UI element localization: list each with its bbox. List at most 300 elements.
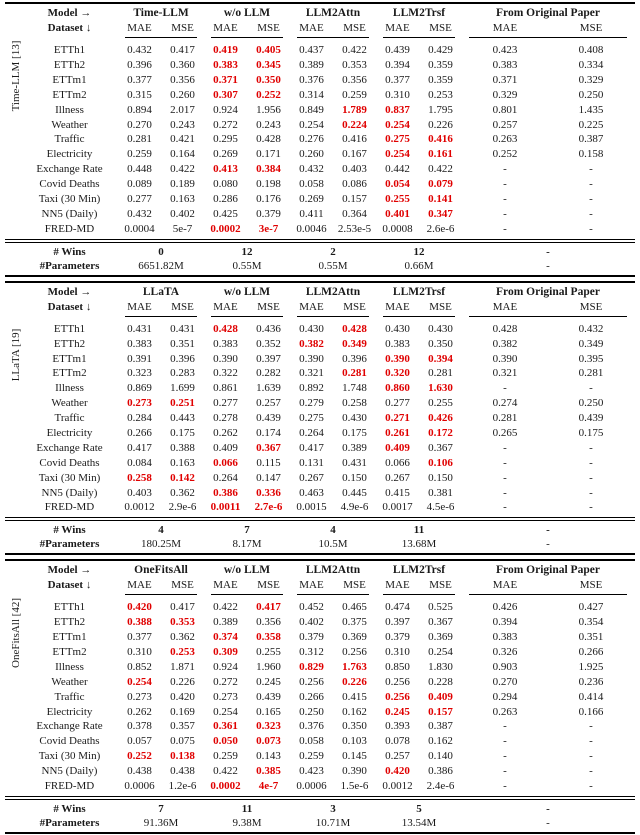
value-cell: 0.226 — [170, 675, 195, 688]
value-cell: 0.312 — [299, 645, 324, 658]
value-cell: 0.369 — [342, 631, 367, 644]
best-value-cell: 0.419 — [213, 44, 238, 57]
cmidrule — [118, 315, 204, 320]
value-cell: - — [589, 207, 593, 220]
group-header-4: From Original Paper — [496, 285, 600, 298]
group-header-2: LLM2Attn — [305, 564, 361, 577]
dataset-label: Covid Deaths — [39, 178, 100, 191]
value-cell: 1.956 — [256, 103, 281, 116]
value-cell: 1.960 — [256, 660, 281, 673]
wins-value: 11 — [413, 524, 425, 537]
wins-value: 4 — [330, 524, 336, 537]
params-value: - — [546, 259, 550, 272]
dataset-arrow-label: Dataset ↓ — [47, 579, 92, 592]
wins-value: 7 — [158, 802, 164, 815]
best-value-cell: 0.428 — [213, 322, 238, 335]
value-cell: 0.276 — [299, 133, 324, 146]
params-value: - — [546, 816, 550, 829]
metric-header-mae: MAE — [213, 300, 238, 313]
value-cell: 0.376 — [299, 73, 324, 86]
group-header-1: w/o LLM — [223, 564, 271, 577]
value-cell: 0.322 — [213, 367, 238, 380]
group-header-0: Time-LLM — [133, 7, 189, 19]
dataset-label: Illness — [55, 660, 84, 673]
value-cell: 0.277 — [385, 397, 410, 410]
dataset-label: Weather — [51, 397, 88, 410]
value-cell: 0.058 — [299, 735, 324, 748]
best-value-cell: 0.837 — [385, 103, 410, 116]
value-cell: 1.830 — [428, 660, 453, 673]
value-cell: 0.389 — [213, 616, 238, 629]
value-cell: 0.430 — [385, 322, 410, 335]
value-cell: 0.892 — [299, 382, 324, 395]
value-cell: 0.314 — [299, 88, 324, 101]
value-cell: 0.165 — [256, 705, 281, 718]
cmidrule — [204, 36, 290, 41]
metric-header-mse: MSE — [171, 579, 194, 592]
best-value-cell: 0.385 — [256, 765, 281, 778]
value-cell: 1.871 — [170, 660, 195, 673]
cmidrule-spacer — [5, 315, 118, 320]
cmidrule — [204, 315, 290, 320]
footer-grid — [5, 799, 635, 831]
cmidrule — [290, 36, 376, 41]
dataset-label: ETTm2 — [52, 88, 87, 101]
wins-value: 3 — [330, 802, 336, 815]
wins-value: 4 — [158, 524, 164, 537]
value-cell: 0.189 — [170, 178, 195, 191]
value-cell: 0.086 — [342, 178, 367, 191]
value-cell: 0.150 — [342, 471, 367, 484]
best-value-cell: 0.253 — [170, 645, 195, 658]
value-cell: 0.281 — [578, 367, 604, 380]
value-cell: 0.147 — [256, 471, 281, 484]
best-value-cell: 0.161 — [428, 148, 453, 161]
wins-value: 7 — [244, 524, 250, 537]
value-cell: 0.525 — [428, 601, 453, 614]
wins-label: # Wins — [53, 524, 86, 537]
value-cell: 0.379 — [256, 207, 281, 220]
value-cell: 0.924 — [213, 660, 238, 673]
value-cell: 0.439 — [385, 44, 410, 57]
best-value-cell: 0.255 — [385, 193, 410, 206]
value-cell: 0.175 — [170, 426, 195, 439]
value-cell: 4.5e-6 — [426, 501, 455, 514]
value-cell: 4.9e-6 — [340, 501, 369, 514]
params-label: #Parameters — [39, 259, 100, 272]
value-cell: 0.442 — [385, 163, 410, 176]
value-cell: 0.415 — [342, 690, 367, 703]
value-cell: 0.422 — [342, 44, 367, 57]
value-cell: 0.429 — [428, 44, 453, 57]
value-cell: 0.432 — [127, 207, 152, 220]
best-value-cell: 0.0002 — [210, 222, 241, 235]
value-cell: 0.474 — [385, 601, 410, 614]
value-cell: 0.0004 — [124, 222, 155, 235]
value-cell: 0.360 — [170, 59, 195, 72]
value-cell: 0.164 — [170, 148, 195, 161]
wins-value: - — [546, 802, 550, 815]
dataset-label: FRED-MD — [44, 222, 95, 235]
best-value-cell: 0.261 — [385, 426, 410, 439]
value-cell: 0.266 — [578, 645, 604, 658]
value-cell: 0.390 — [299, 352, 324, 365]
best-value-cell: 0.079 — [428, 178, 453, 191]
value-cell: 0.420 — [170, 690, 195, 703]
value-cell: 0.295 — [213, 133, 238, 146]
value-cell: 0.388 — [170, 441, 195, 454]
value-cell: 0.415 — [385, 486, 410, 499]
value-cell: 0.416 — [342, 133, 367, 146]
value-cell: 0.417 — [299, 441, 324, 454]
value-cell: 0.228 — [428, 675, 453, 688]
best-value-cell: 0.271 — [385, 412, 410, 425]
value-cell: 1.435 — [578, 103, 604, 116]
value-cell: 0.423 — [299, 765, 324, 778]
best-value-cell: 0.106 — [428, 456, 453, 469]
value-cell: 0.356 — [342, 73, 367, 86]
value-cell: 0.257 — [385, 750, 410, 763]
value-cell: 0.422 — [213, 765, 238, 778]
value-cell: 0.169 — [170, 705, 195, 718]
value-cell: 0.422 — [428, 163, 453, 176]
metric-header-mae: MAE — [299, 22, 324, 34]
dataset-label: Electricity — [46, 148, 93, 161]
value-cell: 0.414 — [578, 690, 604, 703]
value-cell: 0.115 — [256, 456, 281, 469]
best-value-cell: 0.224 — [342, 118, 367, 131]
best-value-cell: 0.417 — [256, 601, 281, 614]
value-cell: 0.321 — [299, 367, 324, 380]
params-value: 6651.82M — [138, 259, 184, 272]
best-value-cell: 0.409 — [385, 441, 410, 454]
value-cell: 0.198 — [256, 178, 281, 191]
value-cell: 0.263 — [492, 705, 518, 718]
metric-header-mae: MAE — [385, 579, 410, 592]
value-cell: 0.176 — [256, 193, 281, 206]
metric-header-mae: MAE — [385, 300, 410, 313]
value-cell: 0.257 — [256, 397, 281, 410]
params-value: 10.71M — [315, 816, 351, 829]
value-cell: 0.266 — [127, 426, 152, 439]
dataset-label: ETTh2 — [53, 59, 86, 72]
value-cell: 0.254 — [213, 705, 238, 718]
value-cell: 0.377 — [385, 73, 410, 86]
dataset-label: Traffic — [54, 412, 85, 425]
value-cell: 0.364 — [342, 207, 367, 220]
value-cell: 0.162 — [428, 735, 453, 748]
dataset-label: ETTh1 — [53, 44, 86, 57]
best-value-cell: 0.323 — [256, 720, 281, 733]
value-cell: 0.387 — [578, 133, 604, 146]
value-cell: 0.310 — [385, 88, 410, 101]
cmidrule — [376, 36, 462, 41]
cmidrule — [462, 593, 634, 598]
value-cell: 0.389 — [299, 59, 324, 72]
params-value: - — [546, 538, 550, 551]
value-cell: 0.465 — [342, 601, 367, 614]
value-cell: 0.439 — [256, 412, 281, 425]
value-cell: - — [503, 486, 507, 499]
dataset-label: ETTh1 — [53, 322, 86, 335]
best-value-cell: 0.384 — [256, 163, 281, 176]
params-value: 13.68M — [401, 538, 437, 551]
value-cell: 0.427 — [578, 601, 604, 614]
value-cell: 0.359 — [428, 73, 453, 86]
section-time-llm — [5, 2, 635, 277]
value-cell: 0.103 — [342, 735, 367, 748]
value-cell: - — [503, 382, 507, 395]
best-value-cell: 0.157 — [428, 705, 453, 718]
metric-header-mae: MAE — [492, 579, 518, 592]
value-cell: 0.269 — [299, 193, 324, 206]
body-grid — [5, 600, 635, 797]
value-cell: 0.425 — [213, 207, 238, 220]
metric-header-mse: MSE — [343, 22, 366, 34]
value-cell: 0.0017 — [382, 501, 413, 514]
value-cell: 0.381 — [428, 486, 453, 499]
value-cell: 0.403 — [342, 163, 367, 176]
value-cell: 0.057 — [127, 735, 152, 748]
value-cell: - — [589, 456, 593, 469]
value-cell: 0.281 — [492, 412, 518, 425]
best-value-cell: 3e-7 — [258, 222, 279, 235]
best-value-cell: 0.345 — [256, 59, 281, 72]
value-cell: 1.5e-6 — [340, 779, 369, 792]
best-value-cell: 0.829 — [299, 660, 324, 673]
value-cell: 0.894 — [127, 103, 152, 116]
best-value-cell: 0.307 — [213, 88, 238, 101]
value-cell: 2.9e-6 — [168, 501, 197, 514]
best-value-cell: 0.054 — [385, 178, 410, 191]
value-cell: 0.250 — [578, 397, 604, 410]
metric-header-mae: MAE — [299, 579, 324, 592]
value-cell: 0.257 — [492, 118, 518, 131]
body-grid — [5, 322, 635, 519]
value-cell: 0.315 — [127, 88, 152, 101]
group-header-4: From Original Paper — [496, 564, 600, 577]
value-cell: - — [503, 501, 507, 514]
value-cell: 0.402 — [170, 207, 195, 220]
footer-grid — [5, 242, 635, 274]
value-cell: 5e-7 — [172, 222, 193, 235]
params-value: 91.36M — [143, 816, 179, 829]
best-value-cell: 0.258 — [127, 471, 152, 484]
value-cell: 0.329 — [492, 88, 518, 101]
value-cell: 0.273 — [127, 690, 152, 703]
metric-header-mse: MSE — [429, 579, 452, 592]
value-cell: 0.849 — [299, 103, 324, 116]
value-cell: 0.362 — [170, 631, 195, 644]
value-cell: 0.334 — [578, 59, 604, 72]
value-cell: 0.167 — [342, 148, 367, 161]
value-cell: 2.53e-5 — [337, 222, 372, 235]
value-cell: - — [503, 720, 507, 733]
metric-header-mse: MSE — [579, 579, 603, 592]
value-cell: 0.431 — [127, 322, 152, 335]
dataset-label: Exchange Rate — [36, 720, 103, 733]
value-cell: 0.390 — [342, 765, 367, 778]
value-cell: 0.326 — [492, 645, 518, 658]
best-value-cell: 0.388 — [127, 616, 152, 629]
value-cell: 0.850 — [385, 660, 410, 673]
value-cell: 0.166 — [578, 705, 604, 718]
wins-value: - — [546, 245, 550, 258]
value-cell: 0.377 — [127, 631, 152, 644]
value-cell: 0.356 — [170, 73, 195, 86]
value-cell: 0.058 — [299, 178, 324, 191]
value-cell: 0.430 — [428, 322, 453, 335]
value-cell: 0.259 — [342, 88, 367, 101]
dataset-label: Electricity — [46, 426, 93, 439]
value-cell: - — [589, 486, 593, 499]
value-cell: 0.281 — [428, 367, 453, 380]
value-cell: 0.321 — [492, 367, 518, 380]
metric-header-mse: MSE — [429, 300, 452, 313]
footer-grid — [5, 520, 635, 552]
value-cell: 0.273 — [213, 690, 238, 703]
side-label-llata: LLaTA [19] — [10, 328, 22, 381]
header-grid — [5, 563, 635, 598]
group-header-1: w/o LLM — [223, 7, 271, 19]
value-cell: 0.357 — [170, 720, 195, 733]
metric-header-mse: MSE — [257, 579, 280, 592]
value-cell: 0.383 — [492, 59, 518, 72]
value-cell: - — [589, 779, 593, 792]
value-cell: 0.421 — [170, 133, 195, 146]
value-cell: - — [589, 750, 593, 763]
dataset-label: FRED-MD — [44, 501, 95, 514]
dataset-label: Taxi (30 Min) — [38, 193, 101, 206]
value-cell: 0.252 — [492, 148, 518, 161]
value-cell: 0.402 — [299, 616, 324, 629]
value-cell: 0.397 — [256, 352, 281, 365]
dataset-label: ETTm1 — [52, 352, 87, 365]
group-header-2: LLM2Attn — [305, 285, 361, 298]
best-value-cell: 0.428 — [342, 322, 367, 335]
value-cell: 0.903 — [492, 660, 518, 673]
best-value-cell: 0.416 — [428, 133, 453, 146]
value-cell: 0.383 — [127, 337, 152, 350]
dataset-label: Exchange Rate — [36, 163, 103, 176]
dataset-label: ETTm2 — [52, 367, 87, 380]
value-cell: - — [503, 456, 507, 469]
value-cell: 0.163 — [170, 456, 195, 469]
value-cell: 0.390 — [492, 352, 518, 365]
best-value-cell: 0.254 — [385, 148, 410, 161]
value-cell: 0.428 — [256, 133, 281, 146]
value-cell: 0.250 — [299, 705, 324, 718]
value-cell: 0.394 — [492, 616, 518, 629]
dataset-label: ETTh1 — [53, 601, 86, 614]
dataset-label: FRED-MD — [44, 779, 95, 792]
cmidrule — [290, 315, 376, 320]
value-cell: 0.262 — [213, 426, 238, 439]
value-cell: 2.6e-6 — [426, 222, 455, 235]
dataset-label: ETTm2 — [52, 645, 87, 658]
value-cell: 0.396 — [170, 352, 195, 365]
params-value: 8.17M — [232, 538, 262, 551]
params-value: 0.66M — [404, 259, 434, 272]
value-cell: 0.264 — [299, 426, 324, 439]
wins-value: 2 — [330, 245, 336, 258]
best-value-cell: 0.281 — [342, 367, 367, 380]
value-cell: 0.277 — [213, 397, 238, 410]
value-cell: 0.443 — [170, 412, 195, 425]
dataset-label: Illness — [55, 103, 84, 116]
value-cell: 0.0012 — [382, 779, 413, 792]
value-cell: 0.438 — [170, 765, 195, 778]
best-value-cell: 0.254 — [385, 118, 410, 131]
value-cell: 0.409 — [213, 441, 238, 454]
value-cell: 0.379 — [299, 631, 324, 644]
header-grid — [5, 285, 635, 320]
dataset-label: Exchange Rate — [36, 441, 103, 454]
value-cell: 0.437 — [299, 44, 324, 57]
value-cell: 0.0006 — [124, 779, 155, 792]
value-cell: 0.378 — [127, 720, 152, 733]
dataset-label: ETTm1 — [52, 73, 87, 86]
value-cell: 0.236 — [578, 675, 604, 688]
value-cell: 0.389 — [342, 441, 367, 454]
dataset-label: ETTh2 — [53, 616, 86, 629]
best-value-cell: 0.371 — [213, 73, 238, 86]
cmidrule — [118, 36, 204, 41]
value-cell: - — [589, 193, 593, 206]
params-label: #Parameters — [39, 538, 100, 551]
value-cell: 0.417 — [127, 441, 152, 454]
value-cell: 0.263 — [492, 133, 518, 146]
best-value-cell: 0.138 — [170, 750, 195, 763]
value-cell: 0.162 — [342, 705, 367, 718]
value-cell: 0.386 — [428, 765, 453, 778]
best-value-cell: 1.789 — [342, 103, 367, 116]
best-value-cell: 0.309 — [213, 645, 238, 658]
value-cell: 0.243 — [170, 118, 195, 131]
model-arrow-label: Model → — [47, 285, 92, 298]
best-value-cell: 0.426 — [428, 412, 453, 425]
value-cell: 0.163 — [170, 193, 195, 206]
value-cell: 0.417 — [170, 44, 195, 57]
dataset-label: Electricity — [46, 705, 93, 718]
header-grid — [5, 6, 635, 41]
best-value-cell: 0.367 — [256, 441, 281, 454]
params-value: 9.38M — [232, 816, 262, 829]
dataset-label: Taxi (30 Min) — [38, 750, 101, 763]
value-cell: 0.395 — [578, 352, 604, 365]
value-cell: 0.426 — [492, 601, 518, 614]
value-cell: 1.2e-6 — [168, 779, 197, 792]
value-cell: - — [503, 178, 507, 191]
value-cell: 0.353 — [342, 59, 367, 72]
best-value-cell: 0.252 — [127, 750, 152, 763]
params-value: 13.54M — [401, 816, 437, 829]
model-arrow-label: Model → — [47, 7, 92, 19]
wins-value: 12 — [413, 245, 425, 258]
value-cell: 0.283 — [170, 367, 195, 380]
value-cell: 0.387 — [428, 720, 453, 733]
value-cell: 0.375 — [342, 616, 367, 629]
metric-header-mse: MSE — [343, 300, 366, 313]
value-cell: 0.852 — [127, 660, 152, 673]
value-cell: 0.267 — [299, 471, 324, 484]
value-cell: 0.403 — [127, 486, 152, 499]
wins-value: - — [546, 524, 550, 537]
metric-header-mae: MAE — [385, 22, 410, 34]
value-cell: 0.174 — [256, 426, 281, 439]
value-cell: 0.281 — [127, 133, 152, 146]
metric-header-mae: MAE — [492, 22, 518, 34]
